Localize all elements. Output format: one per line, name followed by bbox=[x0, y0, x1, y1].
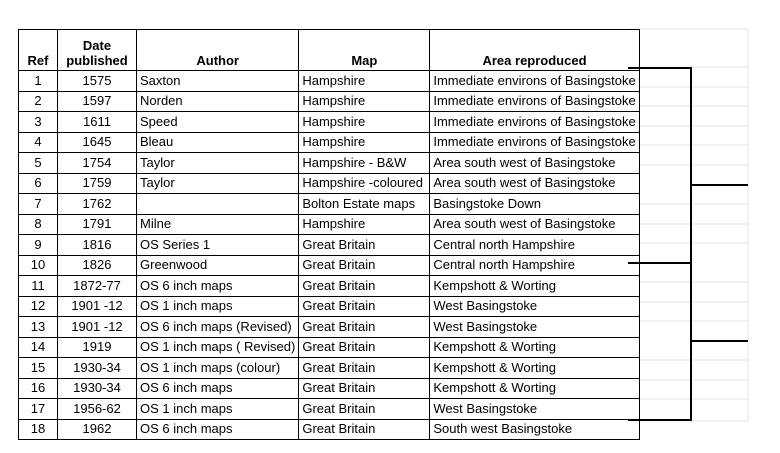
cell-date: 1872-77 bbox=[58, 276, 137, 297]
cell-map: Great Britain bbox=[299, 255, 430, 276]
cell-area: Immediate environs of Basingstoke bbox=[430, 71, 639, 92]
cell-author: Saxton bbox=[137, 71, 299, 92]
cell-author: OS 6 inch maps bbox=[137, 419, 299, 440]
table-row bbox=[19, 419, 640, 440]
cell-ref: 6 bbox=[19, 173, 58, 194]
cell-author: OS 6 inch maps (Revised) bbox=[137, 317, 299, 338]
cell-author: Speed bbox=[137, 112, 299, 133]
cell-map: Hampshire bbox=[299, 71, 430, 92]
cell-ref: 8 bbox=[19, 214, 58, 235]
header-map: Map bbox=[299, 30, 430, 71]
cell-area: Area south west of Basingstoke bbox=[430, 214, 639, 235]
cell-author: Bleau bbox=[137, 132, 299, 153]
table-row bbox=[19, 71, 640, 92]
cell-map: Great Britain bbox=[299, 235, 430, 256]
cell-author: OS 6 inch maps bbox=[137, 276, 299, 297]
cell-ref: 2 bbox=[19, 91, 58, 112]
cell-map: Hampshire bbox=[299, 132, 430, 153]
cell-ref: 18 bbox=[19, 419, 58, 440]
table-row bbox=[19, 173, 640, 194]
cell-ref: 4 bbox=[19, 132, 58, 153]
cell-date: 1597 bbox=[58, 91, 137, 112]
cell-date: 1901 -12 bbox=[58, 317, 137, 338]
cell-area: West Basingstoke bbox=[430, 296, 639, 317]
table-row bbox=[19, 112, 640, 133]
cell-author: Taylor bbox=[137, 173, 299, 194]
cell-ref: 12 bbox=[19, 296, 58, 317]
cell-ref: 1 bbox=[19, 71, 58, 92]
cell-map: Hampshire bbox=[299, 214, 430, 235]
cell-date: 1826 bbox=[58, 255, 137, 276]
cell-map: Great Britain bbox=[299, 296, 430, 317]
cell-map: Great Britain bbox=[299, 276, 430, 297]
cell-area: South west Basingstoke bbox=[430, 419, 639, 440]
cell-area: Basingstoke Down bbox=[430, 194, 639, 215]
cell-ref: 14 bbox=[19, 337, 58, 358]
header-author: Author bbox=[137, 30, 299, 71]
cell-author: OS 1 inch maps bbox=[137, 296, 299, 317]
cell-map: Great Britain bbox=[299, 337, 430, 358]
header-area-reproduced: Area reproduced bbox=[430, 30, 639, 71]
table-row bbox=[19, 337, 640, 358]
header-row bbox=[19, 30, 640, 71]
cell-date: 1962 bbox=[58, 419, 137, 440]
cell-area: Central north Hampshire bbox=[430, 235, 639, 256]
cell-date: 1611 bbox=[58, 112, 137, 133]
maps-table bbox=[18, 29, 640, 440]
table-row bbox=[19, 358, 640, 379]
cell-author: Taylor bbox=[137, 153, 299, 174]
cell-ref: 11 bbox=[19, 276, 58, 297]
cell-ref: 9 bbox=[19, 235, 58, 256]
cell-date: 1762 bbox=[58, 194, 137, 215]
table-row bbox=[19, 235, 640, 256]
cell-area: Kempshott & Worting bbox=[430, 276, 639, 297]
table-row bbox=[19, 317, 640, 338]
cell-map: Hampshire bbox=[299, 112, 430, 133]
cell-map: Great Britain bbox=[299, 317, 430, 338]
table-row bbox=[19, 194, 640, 215]
cell-area: Kempshott & Worting bbox=[430, 337, 639, 358]
header-date-published: Date published bbox=[58, 30, 137, 71]
cell-author bbox=[137, 194, 299, 215]
cell-area: West Basingstoke bbox=[430, 399, 639, 420]
cell-date: 1645 bbox=[58, 132, 137, 153]
cell-date: 1816 bbox=[58, 235, 137, 256]
cell-ref: 10 bbox=[19, 255, 58, 276]
cell-author: OS 1 inch maps ( Revised) bbox=[137, 337, 299, 358]
cell-area: Area south west of Basingstoke bbox=[430, 173, 639, 194]
table-row bbox=[19, 296, 640, 317]
cell-author: OS 1 inch maps bbox=[137, 399, 299, 420]
cell-author: OS Series 1 bbox=[137, 235, 299, 256]
cell-ref: 15 bbox=[19, 358, 58, 379]
cell-date: 1930-34 bbox=[58, 358, 137, 379]
table-row bbox=[19, 399, 640, 420]
table-row bbox=[19, 378, 640, 399]
cell-map: Great Britain bbox=[299, 399, 430, 420]
table-row bbox=[19, 214, 640, 235]
cell-ref: 3 bbox=[19, 112, 58, 133]
cell-author: Greenwood bbox=[137, 255, 299, 276]
table-row bbox=[19, 255, 640, 276]
cell-author: Norden bbox=[137, 91, 299, 112]
cell-map: Great Britain bbox=[299, 358, 430, 379]
cell-area: West Basingstoke bbox=[430, 317, 639, 338]
table-row bbox=[19, 276, 640, 297]
cell-map: Bolton Estate maps bbox=[299, 194, 430, 215]
cell-ref: 5 bbox=[19, 153, 58, 174]
cell-date: 1754 bbox=[58, 153, 137, 174]
cell-map: Great Britain bbox=[299, 419, 430, 440]
table-row bbox=[19, 153, 640, 174]
cell-area: Immediate environs of Basingstoke bbox=[430, 112, 639, 133]
cell-date: 1575 bbox=[58, 71, 137, 92]
cell-area: Kempshott & Worting bbox=[430, 358, 639, 379]
cell-date: 1919 bbox=[58, 337, 137, 358]
header-ref: Ref bbox=[19, 30, 58, 71]
table-row bbox=[19, 132, 640, 153]
cell-ref: 17 bbox=[19, 399, 58, 420]
table-row bbox=[19, 91, 640, 112]
cell-author: OS 6 inch maps bbox=[137, 378, 299, 399]
cell-date: 1901 -12 bbox=[58, 296, 137, 317]
cell-date: 1759 bbox=[58, 173, 137, 194]
cell-area: Central north Hampshire bbox=[430, 255, 639, 276]
cell-date: 1956-62 bbox=[58, 399, 137, 420]
cell-map: Hampshire - B&W bbox=[299, 153, 430, 174]
cell-map: Great Britain bbox=[299, 378, 430, 399]
cell-date: 1930-34 bbox=[58, 378, 137, 399]
cell-author: Milne bbox=[137, 214, 299, 235]
cell-map: Hampshire bbox=[299, 91, 430, 112]
cell-area: Area south west of Basingstoke bbox=[430, 153, 639, 174]
cell-area: Immediate environs of Basingstoke bbox=[430, 132, 639, 153]
cell-ref: 7 bbox=[19, 194, 58, 215]
cell-ref: 16 bbox=[19, 378, 58, 399]
cell-author: OS 1 inch maps (colour) bbox=[137, 358, 299, 379]
cell-ref: 13 bbox=[19, 317, 58, 338]
cell-map: Hampshire -coloured bbox=[299, 173, 430, 194]
cell-area: Kempshott & Worting bbox=[430, 378, 639, 399]
cell-date: 1791 bbox=[58, 214, 137, 235]
cell-area: Immediate environs of Basingstoke bbox=[430, 91, 639, 112]
